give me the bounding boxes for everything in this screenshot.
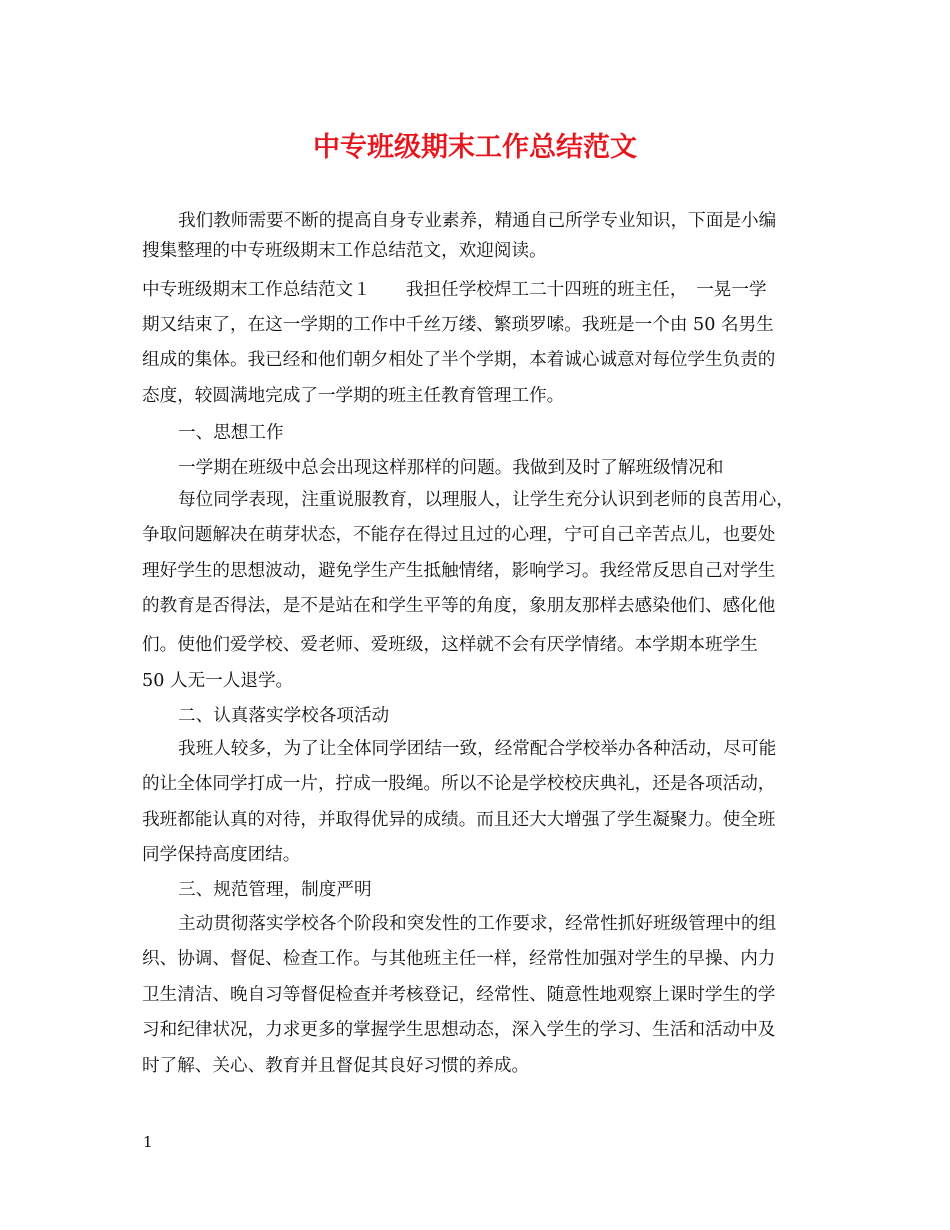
paragraph-line: 同学保持高度团结。 xyxy=(142,845,301,865)
page-number: 1 xyxy=(143,1133,153,1151)
paragraph-line: 的教育是否得法，是不是站在和学生平等的角度，象朋友那样去感染他们、感化他 xyxy=(142,596,776,616)
section-heading: 三、规范管理，制度严明 xyxy=(178,880,372,900)
paragraph-line: 争取问题解决在萌芽状态，不能存在得过且过的心理，宁可自己辛苦点儿，也要处 xyxy=(142,525,776,545)
section-heading: 二、认真落实学校各项活动 xyxy=(178,706,390,726)
paragraph-line: 我们教师需要不断的提高自身专业素养，精通自己所学专业知识，下面是小编 xyxy=(178,211,777,231)
paragraph-line: 卫生清洁、晚自习等督促检查并考核登记，经常性、随意性地观察上课时学生的学 xyxy=(142,985,776,1005)
paragraph-line: 的让全体同学打成一片，拧成一股绳。所以不论是学校校庆典礼，还是各项活动， xyxy=(142,774,776,794)
paragraph-line: 主动贯彻落实学校各个阶段和突发性的工作要求，经常性抓好班级管理中的组 xyxy=(178,914,777,934)
paragraph-line: 一学期在班级中总会出现这样那样的问题。我做到及时了解班级情况和 xyxy=(178,458,724,478)
paragraph-line: 50 人无一人退学。 xyxy=(142,671,294,691)
paragraph-line: 我班都能认真的对待，并取得优异的成绩。而且还大大增强了学生凝聚力。使全班 xyxy=(142,810,776,830)
paragraph-line: 习和纪律状况，力求更多的掌握学生思想动态，深入学生的学习、生活和活动中及 xyxy=(142,1020,776,1040)
paragraph-line: 们。使他们爱学校、爱老师、爱班级，这样就不会有厌学情绪。本学期本班学生 xyxy=(142,635,758,655)
paragraph-line: 态度，较圆满地完成了一学期的班主任教育管理工作。 xyxy=(142,386,565,406)
paragraph-line: 组成的集体。我已经和他们朝夕相处了半个学期，本着诚心诚意对每位学生负责的 xyxy=(142,350,776,370)
paragraph-line: 期又结束了，在这一学期的工作中千丝万缕、繁琐罗嗦。我班是一个由 50 名男生 xyxy=(142,315,774,335)
paragraph-line: 时了解、关心、教育并且督促其良好习惯的养成。 xyxy=(142,1056,530,1076)
document-title: 中专班级期末工作总结范文 xyxy=(313,132,637,163)
paragraph-line: 理好学生的思想波动，避免学生产生抵触情绪，影响学习。我经常反思自己对学生 xyxy=(142,561,776,581)
section-heading: 一、思想工作 xyxy=(178,423,284,443)
paragraph-line: 中专班级期末工作总结范文１ 我担任学校焊工二十四班的班主任， 一晃一学 xyxy=(142,280,767,300)
paragraph-line: 每位同学表现，注重说服教育，以理服人，让学生充分认识到老师的良苦用心， xyxy=(178,490,794,510)
paragraph-line: 织、协调、督促、检查工作。与其他班主任一样，经常性加强对学生的早操、内力 xyxy=(142,949,776,969)
paragraph-line: 我班人较多，为了让全体同学团结一致，经常配合学校举办各种活动，尽可能 xyxy=(178,739,777,759)
paragraph-line: 搜集整理的中专班级期末工作总结范文，欢迎阅读。 xyxy=(142,241,547,261)
